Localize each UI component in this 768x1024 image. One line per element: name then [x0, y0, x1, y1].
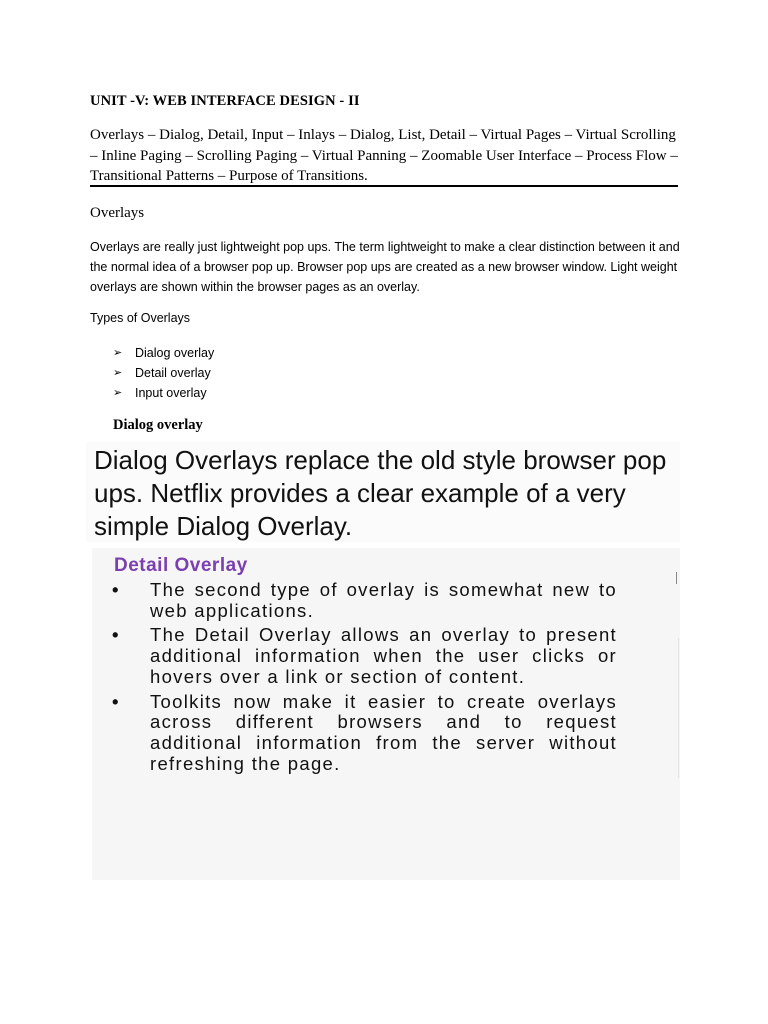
types-list	[113, 343, 214, 403]
types-heading: Types of Overlays	[90, 311, 191, 325]
list-item-label: Input overlay	[135, 386, 207, 400]
slide-bullet-text: Toolkits now make it easier to create overlays across different browsers and to request additional information from the server without refreshing the page.	[150, 690, 617, 774]
section-heading: Overlays	[90, 205, 145, 221]
bullet-icon: •	[112, 579, 120, 600]
dialog-text-image	[86, 442, 680, 542]
list-item	[113, 383, 214, 403]
arrow-bullet-icon: ➢	[113, 387, 123, 399]
intro-paragraph: Overlays are really just lightweight pop ups. The term lightweight to make a clear distinction between it and the normal idea of a browser pop up. Browser pop ups are created as a new browser window. Light weight overlays are shown within the browser pages as an overlay.	[90, 240, 680, 294]
bullet-icon: •	[112, 690, 120, 712]
arrow-bullet-icon: ➢	[113, 347, 123, 359]
dialog-heading: Dialog overlay	[113, 417, 203, 433]
slide-bullet-text: The Detail Overlay allows an overlay to present additional information when the user clicks or hovers over a link or section of content.	[150, 624, 617, 687]
slide-edge-line	[678, 638, 679, 778]
dialog-text: Dialog Overlays replace the old style browser pop ups. Netflix provides a clear example of a very simple Dialog Overlay.	[94, 445, 667, 541]
topics-list: Overlays – Dialog, Detail, Input – Inlays – Dialog, List, Detail – Virtual Pages – Virtual Scrolling – Inline Paging – Scrolling Paging – Virtual Panning – Zoomable User Interface – Process Flow – Transitional Patterns – Purpose of Transitions.	[90, 127, 678, 184]
list-item-label: Dialog overlay	[135, 346, 215, 360]
slide-edge-mark	[676, 572, 677, 584]
unit-heading: UNIT -V: WEB INTERFACE DESIGN - II	[90, 93, 360, 109]
horizontal-rule	[90, 185, 678, 187]
slide-bullet-text: The second type of overlay is somewhat new to web applications.	[150, 579, 617, 621]
list-item	[113, 343, 214, 363]
detail-overlay-slide-image	[92, 548, 680, 880]
list-item	[113, 363, 214, 383]
slide-title: Detail Overlay	[114, 555, 248, 576]
list-item-label: Detail overlay	[135, 366, 211, 380]
slide-bullet-item	[112, 580, 617, 621]
arrow-bullet-icon: ➢	[113, 367, 123, 379]
slide-bullet-item	[112, 625, 617, 687]
slide-bullet-item	[112, 692, 617, 775]
bullet-icon: •	[112, 624, 120, 646]
slide-bullet-list	[112, 580, 617, 778]
